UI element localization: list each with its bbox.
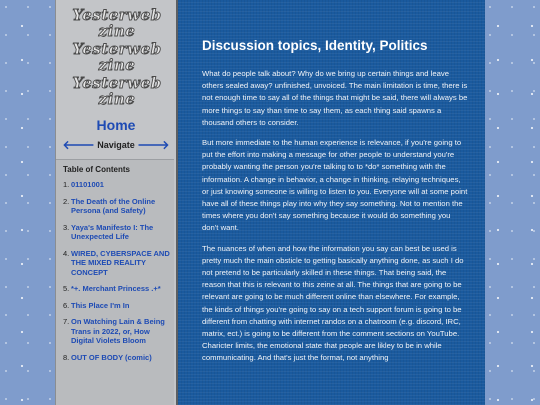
logo-line: Yesterweb xyxy=(72,6,162,24)
logo-line: Yesterweb xyxy=(72,74,162,92)
logo-line: zine xyxy=(98,56,136,74)
toc-item-link[interactable]: OUT OF BODY (comic) xyxy=(71,352,152,362)
toc-item-number: 7. xyxy=(63,317,70,326)
toc-item-number: 6. xyxy=(63,300,70,310)
main-content xyxy=(178,0,485,405)
arrow-left-icon[interactable]: 🡐 xyxy=(62,138,95,152)
sidebar xyxy=(55,0,179,405)
logo-line: zine xyxy=(98,22,136,40)
toc-item-link[interactable]: *+. Merchant Princess .+* xyxy=(71,284,161,293)
toc-item-number: 8. xyxy=(63,352,70,362)
table-of-contents xyxy=(56,159,174,405)
toc-item-link[interactable]: WIRED, CYBERSPACE AND THE MIXED REALITY CONCEPT xyxy=(71,248,170,277)
toc-item-number: 1. xyxy=(63,180,70,189)
toc-item-number: 2. xyxy=(63,196,70,206)
logo-line: Yesterweb xyxy=(72,40,162,58)
toc-item-link[interactable]: Yaya's Manifesto I: The Unexpected Life xyxy=(71,222,154,241)
home-link[interactable]: Home xyxy=(96,117,136,133)
toc-item[interactable] xyxy=(63,248,170,278)
navigate-control xyxy=(56,137,176,152)
toc-item[interactable] xyxy=(63,196,170,216)
navigate-label: Navigate xyxy=(97,140,135,150)
toc-item[interactable] xyxy=(63,317,170,346)
toc-item-link[interactable]: The Death of the Online Persona (and Safety) xyxy=(71,196,156,215)
toc-item-link[interactable]: On Watching Lain & Being Trans in 2022, or, How Digital Violets Bloom xyxy=(71,317,165,345)
toc-item[interactable] xyxy=(63,352,170,363)
toc-item[interactable] xyxy=(63,180,170,190)
toc-item-number: 3. xyxy=(63,222,70,232)
paragraph: But more immediate to the human experience is relevance, if you're going to put the effort into making a message for other people to understand you're probably wanting the person you're talking to to *do* something with the information. A change in behavior, a change in thinking, relaying techniques, or just knowing someone is willing to listen to you. Everyone will at some point have all of these things play into why they say something. Not to mention the times where you don't say something because it would do something you don't want. xyxy=(202,138,468,233)
toc-item[interactable] xyxy=(63,222,170,242)
arrow-right-icon[interactable]: 🡒 xyxy=(137,138,170,152)
page-title: Discussion topics, Identity, Politics xyxy=(202,38,428,53)
toc-item-number: 4. xyxy=(63,248,70,258)
toc-item-number: 5. xyxy=(63,284,70,293)
toc-item-link[interactable]: This Place I'm In xyxy=(71,300,130,310)
toc-item[interactable] xyxy=(63,284,170,294)
yesterweb-zine-logo[interactable] xyxy=(62,4,172,112)
paragraph: The nuances of when and how the information you say can best be used is pretty much the main obsticle to getting basically anything done, as such I do not pretend to be particularly skilled in these things. That being said, the reason that this is relevant to this zeine at all. The things that are going to be relevant are going to be much different online than elsewhere. For example, the kinds of things you're going to say on a tech support forum is going to be different from chatting with internet randos on a chatroom (e.g. discord, IRC, matrix, ect.) is going to be different from the comment sections on YouTube. Charicter limits, the emotional state that people are likley to be in while communicating. And that's just the format, not anything xyxy=(202,243,464,363)
toc-item-link[interactable]: 01101001 xyxy=(71,180,104,189)
paragraph: What do people talk about? Why do we bring up certain things and leave others sealed away? unfinished, unvoiced. The main limitation is time, there is not enough time to say all of the things that might be said, there will always be more things to say than time to say them, as each thing said spawns a thousand others to consider. xyxy=(202,69,468,127)
toc-title: Table of Contents xyxy=(63,165,130,174)
article-body xyxy=(202,68,468,373)
logo-line: zine xyxy=(98,90,136,108)
toc-item[interactable] xyxy=(63,300,170,311)
